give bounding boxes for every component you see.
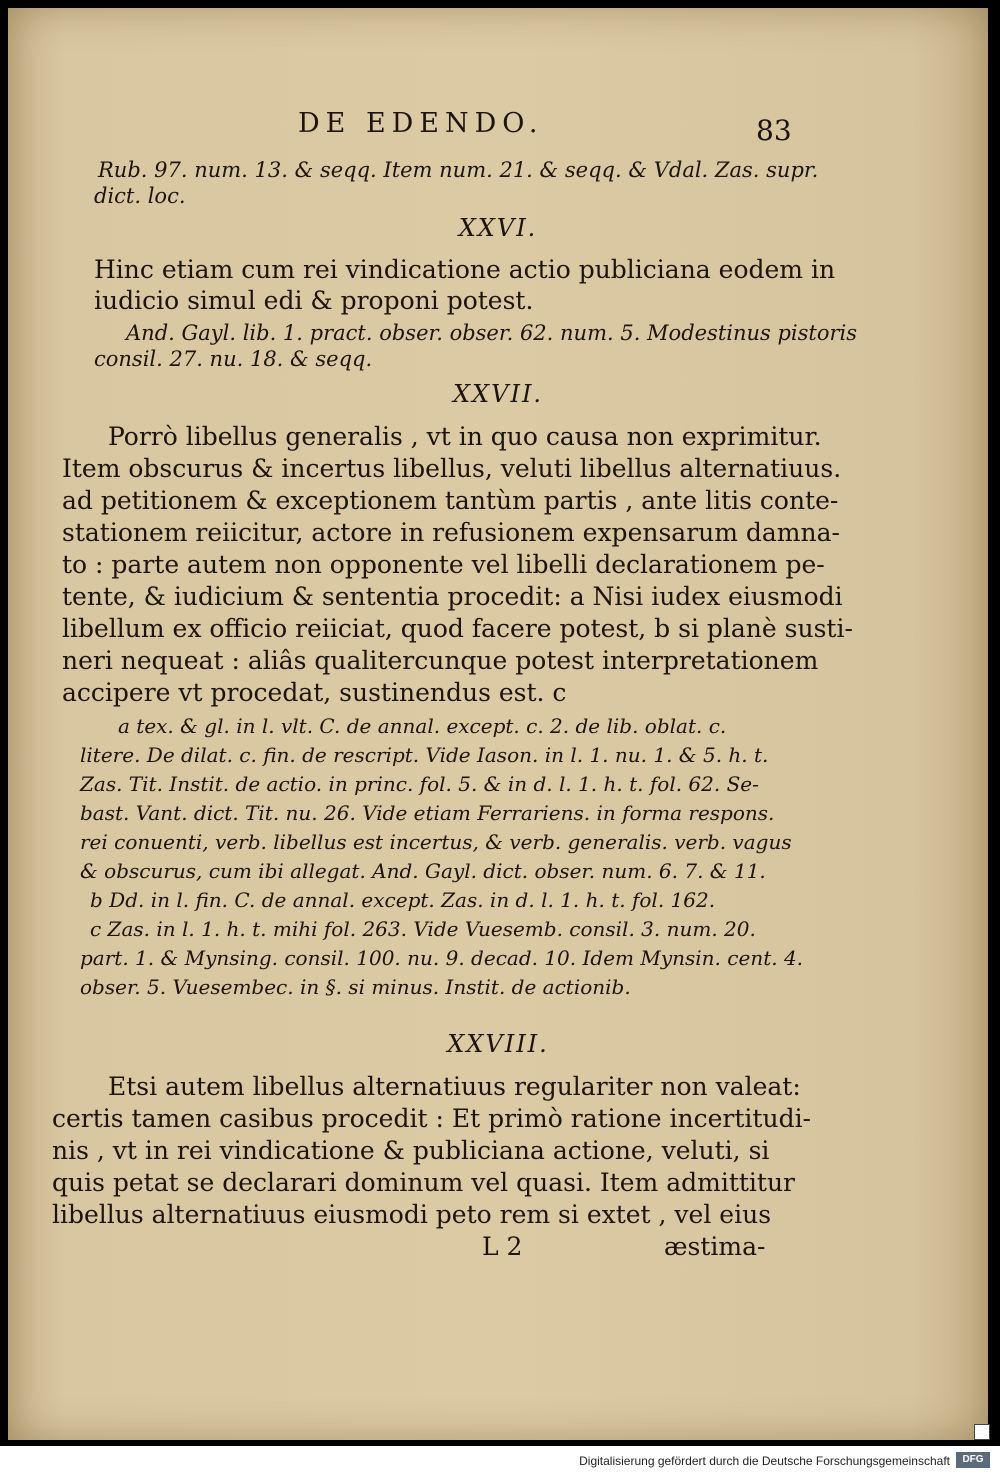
text-line: iudicio simul edi & proponi potest. [94, 286, 534, 315]
note-line: consil. 27. nu. 18. & seqq. [94, 347, 373, 371]
text-line: ad petitionem & exceptionem tantùm partis , ante litis conte- [62, 486, 839, 515]
note-line: c Zas. in l. 1. h. t. mihi fol. 263. Vide Vuesemb. consil. 3. num. 20. [90, 917, 756, 941]
text-line: Porrò libellus generalis , vt in quo causa non exprimitur. [108, 422, 822, 451]
text-line: stationem reiicitur, actore in refusionem expensarum damna- [62, 518, 840, 547]
note-line: Zas. Tit. Instit. de actio. in princ. fol. 5. & in d. l. 1. h. t. fol. 62. Se- [80, 772, 759, 796]
text-line: libellus alternatiuus eiusmodi peto rem si extet , vel eius [52, 1200, 772, 1229]
text-line: Hinc etiam cum rei vindicatione actio publiciana eodem in [94, 255, 836, 284]
section-heading: XXVIII. [447, 1030, 549, 1058]
note-line: rei conuenti, verb. libellus est incertus, & verb. generalis. verb. vagus [80, 830, 792, 854]
text-line: certis tamen casibus procedit : Et primò ratione incertitudi- [52, 1104, 812, 1133]
book-page [8, 8, 988, 1440]
text-line: dict. loc. [94, 184, 186, 208]
text-line: libellum ex officio reiiciat, quod facere potest, b si planè susti- [62, 614, 853, 643]
signature-mark: L 2 [482, 1232, 523, 1261]
note-line: a tex. & gl. in l. vlt. C. de annal. except. c. 2. de lib. oblat. c. [118, 714, 727, 738]
text-line: accipere vt procedat, sustinendus est. c [62, 678, 567, 707]
note-line: bast. Vant. dict. Tit. nu. 26. Vide etiam Ferrariens. in forma respons. [80, 801, 775, 825]
note-line: litere. De dilat. c. fin. de rescript. Vide Iason. in l. 1. nu. 1. & 5. h. t. [80, 743, 769, 767]
note-line: And. Gayl. lib. 1. pract. obser. obser. 62. num. 5. Modestinus pistoris [126, 321, 858, 345]
text-line: to : parte autem non opponente vel libelli declarationem pe- [62, 550, 825, 579]
corner-marker [974, 1424, 990, 1440]
note-line: obser. 5. Vuesembec. in §. si minus. Instit. de actionib. [80, 975, 631, 999]
note-line: part. 1. & Mynsing. consil. 100. nu. 9. decad. 10. Idem Mynsin. cent. 4. [80, 946, 804, 970]
text-line: quis petat se declarari dominum vel quasi. Item admittitur [52, 1168, 796, 1197]
catchword: æstima- [664, 1232, 766, 1261]
text-line: Item obscurus & incertus libellus, veluti libellus alternatiuus. [62, 454, 842, 483]
text-line: Rub. 97. num. 13. & seqq. Item num. 21. & seqq. & Vdal. Zas. supr. [98, 158, 819, 182]
text-line: tente, & iudicium & sententia procedit: a Nisi iudex eiusmodi [62, 582, 843, 611]
text-line: neri nequeat : aliâs qualitercunque potest interpretationem [62, 646, 819, 675]
note-line: b Dd. in l. fin. C. de annal. except. Zas. in d. l. 1. h. t. fol. 162. [90, 888, 716, 912]
section-heading: XXVI. [458, 214, 538, 242]
funding-credit: Digitalisierung gefördert durch die Deutsche Forschungsgemeinschaft [579, 1454, 950, 1468]
text-line: nis , vt in rei vindicatione & publiciana actione, veluti, si [52, 1136, 770, 1165]
running-header: DE EDENDO. [298, 108, 544, 139]
page-number: 83 [756, 114, 792, 147]
note-line: & obscurus, cum ibi allegat. And. Gayl. dict. obser. num. 6. 7. & 11. [80, 859, 766, 883]
text-line: Etsi autem libellus alternatiuus regulariter non valeat: [108, 1072, 801, 1101]
footer-bar [0, 1446, 1000, 1474]
dfg-logo: DFG [956, 1452, 990, 1468]
section-heading: XXVII. [452, 380, 544, 408]
